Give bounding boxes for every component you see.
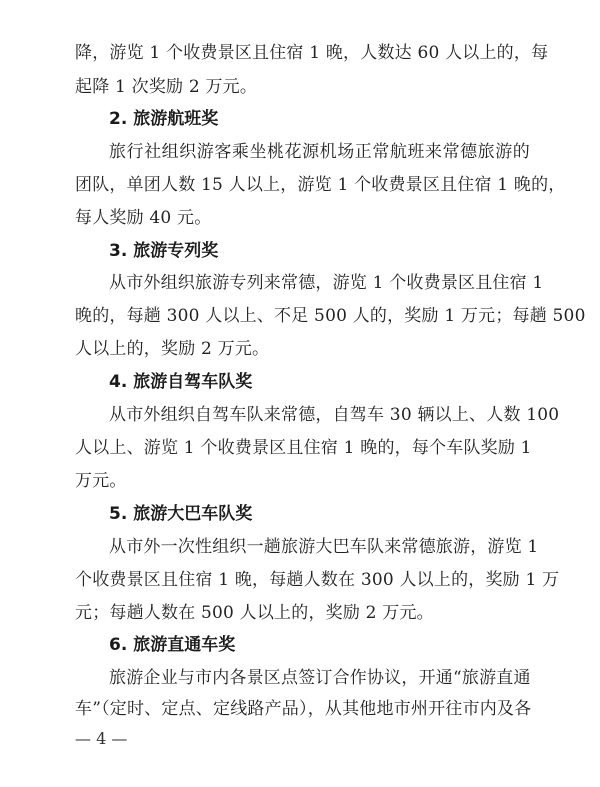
- paragraph-line: 每人奖励 40 元。: [75, 208, 212, 228]
- paragraph-line: 团队，单团人数 15 人以上，游览 1 个收费景区且住宿 1 晚的，: [75, 175, 566, 195]
- section-heading-train-award: 3. 旅游专列奖: [109, 241, 219, 261]
- paragraph-line: 个收费景区且住宿 1 晚，每趟人数在 300 人以上的，奖励 1 万: [75, 570, 560, 590]
- section-heading-self-drive-award: 4. 旅游自驾车队奖: [109, 372, 253, 392]
- section-heading-flight-award: 2. 旅游航班奖: [109, 109, 219, 129]
- paragraph-line: 从市外组织旅游专列来常德，游览 1 个收费景区且住宿 1: [109, 273, 544, 293]
- paragraph-line: 车”（定时、定点、定线路产品），从其他地市州开往市内及各: [75, 699, 532, 719]
- paragraph-line: 人以上的，奖励 2 万元。: [75, 339, 270, 359]
- paragraph-line: 起降 1 次奖励 2 万元。: [75, 77, 258, 97]
- page-number: — 4 —: [75, 729, 128, 748]
- paragraph-line: 元；每趟人数在 500 人以上的，奖励 2 万元。: [75, 603, 434, 623]
- section-heading-bus-award: 5. 旅游大巴车队奖: [109, 504, 253, 524]
- paragraph-line: 旅游企业与市内各景区点签订合作协议，开通“旅游直通: [109, 668, 531, 688]
- paragraph-line: 降，游览 1 个收费景区且住宿 1 晚，人数达 60 人以上的，每: [75, 43, 549, 63]
- paragraph-line: 从市外一次性组织一趟旅游大巴车队来常德旅游，游览 1: [109, 537, 539, 557]
- paragraph-line: 晚的，每趟 300 人以上、不足 500 人的，奖励 1 万元；每趟 500: [75, 306, 586, 326]
- paragraph-line: 旅行社组织游客乘坐桃花源机场正常航班来常德旅游的: [109, 142, 530, 162]
- paragraph-line: 人以上、游览 1 个收费景区且住宿 1 晚的，每个车队奖励 1: [75, 438, 532, 458]
- paragraph-line: 万元。: [75, 471, 127, 491]
- paragraph-line: 从市外组织自驾车队来常德，自驾车 30 辆以上、人数 100: [109, 405, 560, 425]
- section-heading-express-award: 6. 旅游直通车奖: [109, 635, 236, 655]
